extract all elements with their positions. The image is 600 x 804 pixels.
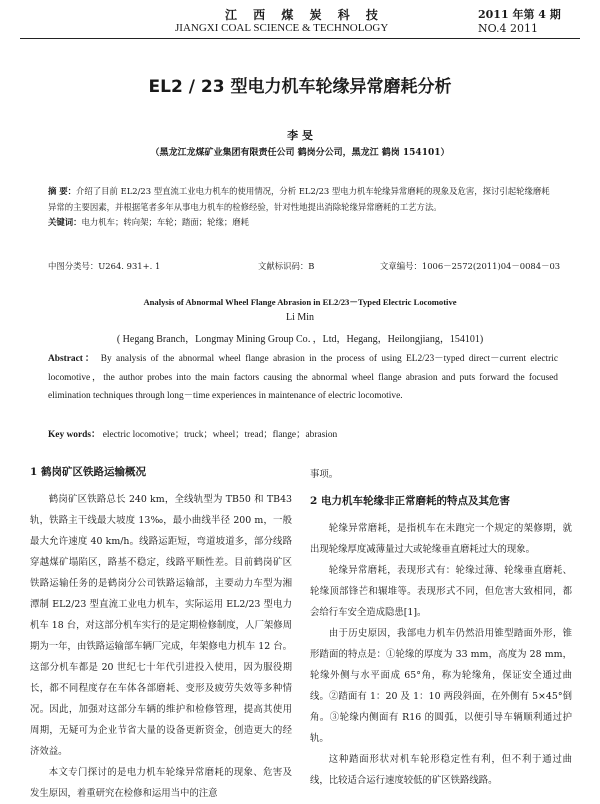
keywords-text-cn: 电力机车；转向架；车轮；踏面；轮缘；磨耗 (81, 217, 249, 227)
body-column-right (310, 464, 572, 791)
keywords-cn (48, 216, 553, 228)
clc-number: 中图分类号：U264. 931+. 1 (48, 261, 161, 271)
abstract-cn (48, 183, 553, 215)
section-2-paragraph: 轮缘异常磨耗，表现形式有：轮缘过薄、轮缘垂直磨耗、轮缘顶部锋芒和辗堆等。表现形式不同，但危害大致相同，都会给行车安全造成隐患[1]。 (310, 565, 572, 618)
section-1-heading: 1 鹤岗矿区铁路运输概况 (30, 466, 146, 478)
paper-title-en: Analysis of Abnormal Wheel Flange Abrasion in EL2/23－Typed Electric Locomotive (143, 297, 457, 307)
keywords-text-en: electric locomotive；truck；wheel；tread；flange；abrasion (102, 430, 338, 440)
issue-number: NO.4 2011 (478, 22, 538, 35)
abstract-label-en: Abstract： (48, 354, 97, 364)
article-number: 文章编号：1006－2572(2011)04－0084－03 (380, 261, 561, 271)
abstract-text-en: By analysis of the abnormal wheel flange abrasion in the process of using EL2/23－typed direct－current electric locomotive，the author probes into the main factors causing the abnormal wheel flange abrasion and puts forward the focused elimination techniques through long－time experiences in maintenance of electric locomotive. (48, 354, 559, 401)
section-2-paragraph: 轮缘异常磨耗，是指机车在未跑完一个规定的架修期，就出现轮缘厚度减薄量过大或轮缘垂直磨耗过大的现象。 (310, 523, 572, 555)
abstract-en (48, 350, 558, 406)
journal-title-en: JIANGXI COAL SCIENCE & TECHNOLOGY (175, 22, 389, 34)
section-1-paragraph: 本文专门探讨的是电力机车轮缘异常磨耗的现象、危害及发生原因，着重研究在检修和运用当中的注意 (30, 767, 292, 799)
paper-title-cn: EL2 / 23 型电力机车轮缘异常磨耗分析 (148, 77, 452, 97)
issue-label: 2011 年第 4 期 (478, 8, 561, 21)
section-2-paragraph: 由于历史原因，我部电力机车仍然沿用锥型踏面外形，锥形踏面的特点是：①轮缘的厚度为 33 mm，高度为 28 mm，轮缘外侧与水平面成 65°角，称为轮缘角，保证安全通过曲线。②踏面有 1：20 及 1：10 两段斜面，在外侧有 5×45°倒角。③轮缘内侧面有 R16 的圆弧，以便引导车辆顺利通过护轨。 (310, 628, 572, 744)
section-2-paragraph: 这种踏面形状对机车轮形稳定性有利，但不利于通过曲线，比较适合运行速度较低的矿区铁路线路。 (310, 754, 572, 786)
header-rule (20, 38, 580, 39)
abstract-label-cn: 摘 要： (48, 186, 77, 196)
abstract-text-cn: 介绍了目前 EL2/23 型直流工业电力机车的使用情况，分析 EL2/23 型电力机车轮缘异常磨耗的现象及危害，探讨引起轮缘磨耗异常的主要因素，并根据笔者多年从事电力机车的检修经验，针对性地提出消除轮缘异常磨耗的工艺方法。 (48, 186, 550, 212)
keywords-label-cn: 关键词： (48, 217, 82, 227)
author-cn: 李 旻 (287, 129, 313, 142)
section-1-paragraph: 鹤岗矿区铁路总长 240 km，全线轨型为 TB50 和 TB43 轨，铁路主干线最大坡度 13‰，最小曲线半径 200 m，一般最大允许速度 40 km/h。线路运距短，弯道坡道多，部分线路穿越煤矿塌陷区，路基不稳定，线路平顺性差。目前鹤岗矿区铁路运输任务的是鹤岗分公司铁路运输部，主要动力车型为湘潭制 EL2/23 型直流工业电力机车，实际运用 EL2/23 型电力机车 18 台，对这部分机车实行的是定期检修制度，人厂架修周期为一年，由铁路运输部车辆厂完成，年架修电力机车 12 台。这部分机车都是 20 世纪七十年代引进投入使用，因为服役期长，都不同程度存在车体各部磨耗、变形及疲劳失效等多种情况。因此，加强对这部分车辆的维护和检修管理，提高其使用周期，无疑可为企业节省大量的设备更新资金，创造更大的经济效益。 (30, 494, 292, 757)
body-column-left (30, 464, 292, 804)
keywords-label-en: Key words： (48, 430, 101, 440)
continued-text: 事项。 (310, 469, 339, 480)
document-code: 文献标识码：B (258, 261, 315, 271)
keywords-en (48, 426, 558, 440)
author-en: Li Min (285, 312, 315, 323)
affiliation-cn: （黑龙江龙煤矿业集团有限责任公司 鹤岗分公司，黑龙江 鹤岗 154101） (150, 148, 450, 158)
section-2-heading: 2 电力机车轮缘非正常磨耗的特点及其危害 (310, 495, 510, 507)
journal-title-cn: 江 西 煤 炭 科 技 (225, 8, 384, 22)
affiliation-en: ( Hegang Branch，Longmay Mining Group Co．，Ltd，Hegang，Heilongjiang，154101) (116, 334, 484, 345)
